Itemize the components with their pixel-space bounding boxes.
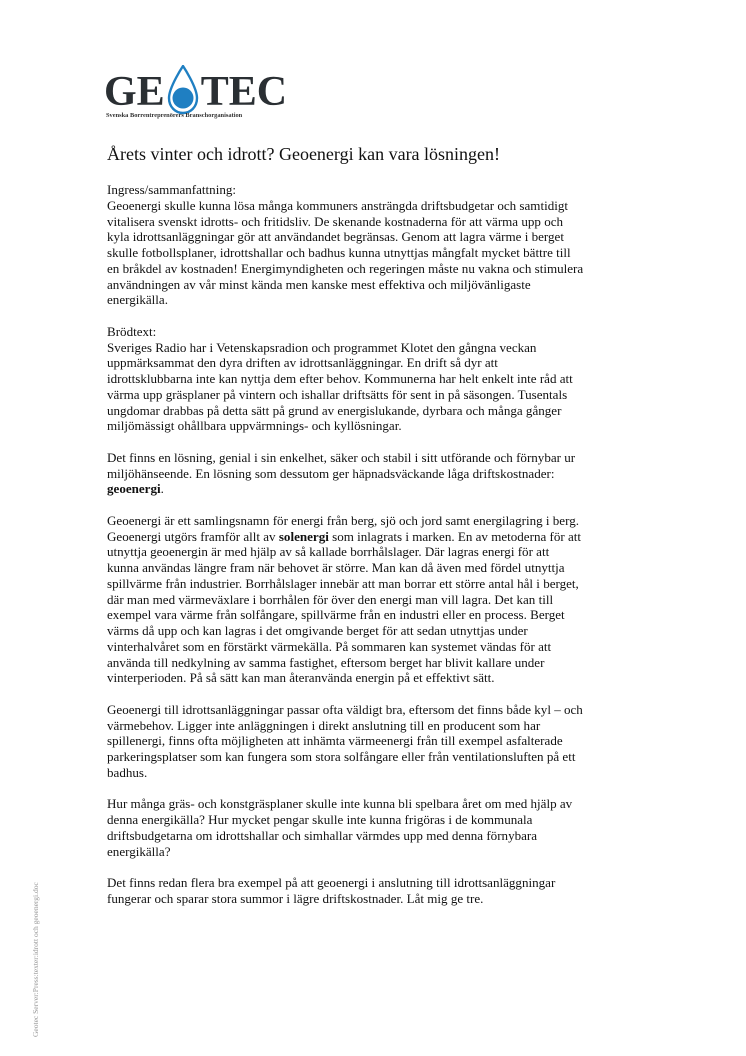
text-line: denna energikälla? Hur mycket pengar skulle inte kunna frigöras i de kommunala (107, 812, 533, 827)
text-line: parkeringsplatser som kan fungera som stora solfångare eller från ventilationsluften på ett (107, 749, 576, 764)
brodtext-label: Brödtext: (107, 323, 157, 339)
ingress-label: Ingress/sammanfattning: (107, 182, 236, 197)
ingress-section (107, 182, 667, 308)
text-line: uppmärksammat den dyra driften av idrottsanläggningar. En drift så dyr att (107, 355, 498, 371)
text-line: Geoenergi skulle kunna lösa många kommuners ansträngda driftsbudgetar och samtidigt (107, 197, 568, 213)
text-line: Sveriges Radio har i Vetenskapsradion och programmet Klotet den gångna veckan (107, 339, 537, 355)
text-line: spillvärme från industrier. Borrhålslager innebär att man borrar ett större antal hål i berget, (107, 575, 579, 591)
text-line (107, 529, 667, 545)
text-line: kunna användas längre fram när behovet är större. Man kan då även med fördel utnyttja (107, 560, 565, 575)
text-line: miljömässigt ohållbara uppvärmnings- och kyllösningar. (107, 418, 402, 434)
logo-text-right: TEC (200, 69, 288, 115)
bold-solenergi: solenergi (278, 528, 329, 544)
text-line: där man med värmeväxlare i borrhålen för över den energi man vill lagra. Det kan till (107, 591, 554, 607)
paragraph-solution (107, 450, 667, 497)
text-fragment: . (160, 481, 164, 497)
paragraph-examples (107, 875, 667, 907)
text-line: skulle fotbollsplaner, idrottshallar och badhus kunna utnyttjas mångfalt mycket bättre till (107, 245, 571, 260)
bold-geoenergi: geoenergi (107, 481, 161, 497)
text-line: Det finns en lösning, genial i sin enkelhet, säker och stabil i sitt utförande och förnybar ur (107, 449, 576, 465)
text-line: värmebehov. Ligger inte anläggningen i direkt anslutning till en producent som har (107, 717, 541, 733)
logo-wordmark (104, 67, 287, 113)
paragraph-idrottsanlaggningar (107, 702, 667, 781)
text-fragment: Geoenergi utgörs framför allt av (107, 528, 279, 544)
text-line: vitalisera svenskt idrotts- och fritidsliv. De skenande kostnaderna för att värma upp och (107, 213, 564, 229)
text-line: exempel vara värme från solfångare, spillvärme från en industri eller en process. Berget (107, 607, 565, 623)
text-line: Geoenergi till idrottsanläggningar passar ofta väldigt bra, eftersom det finns både kyl – och (107, 701, 583, 717)
text-line: energikälla. (107, 292, 168, 308)
text-line: spillenergi, finns ofta möjligheten att inhämta värmeenergi från till exempel asfalterade (107, 733, 563, 749)
text-line: användningen av vår minst kända men kanske mest effektiva och miljövänligaste (107, 276, 531, 292)
logo-text-left: GE (104, 69, 165, 115)
text-line: driftsbudgetarna om idrottshallar och simhallar värmdes upp med denna förnybara (107, 827, 538, 843)
file-path-note: Geotec Server:Press:texter:idrott och geoenergi.doc (31, 882, 40, 1037)
text-line (107, 481, 667, 497)
text-line: värms då upp och kan lagras i det omgivande berget för att sedan utnyttjas under (107, 623, 528, 638)
text-line: ungdomar drabbas på detta sätt på grund av energislukande, dyrbara och många gånger (107, 402, 562, 418)
geotec-logo (104, 50, 304, 128)
text-line: använda till nedkylning av samma fastighet, eftersom berget har blivit kallare under (107, 654, 545, 670)
logo-subtitle: Svenska Borrentreprenörers Branschorganisation (106, 112, 243, 119)
text-line: vinterhalvåret som en förstärkt värmekälla. På sommaren kan systemet vändas för att (107, 638, 552, 654)
text-line: badhus. (107, 764, 148, 780)
text-line: fungerar och sparar stora summor i lägre driftskostnader. Låt mig ge tre. (107, 890, 484, 906)
text-line: energikälla? (107, 843, 171, 859)
text-line: Det finns redan flera bra exempel på att geoenergi i anslutning till idrottsanläggningar (107, 875, 556, 890)
article-body (107, 182, 667, 922)
brodtext-section (107, 324, 667, 434)
text-line: en bråkdel av kostnaden! Energimyndigheten och regeringen måste nu vakna och stimulera (107, 260, 584, 276)
text-line: värma upp gräsplaner på vintern och ishallar driftsätts för sent in på säsongen. Tusentals (107, 386, 568, 402)
text-line: utnyttja geoenergin är med hjälp av så kallade borrhålslager. Där lagras energi för att (107, 544, 550, 560)
text-line: miljöhänseende. En lösning som dessutom ger häpnadsväckande låga driftskostnader: (107, 465, 555, 481)
text-line: kyla idrottsanläggningar gör att användandet begränsas. Genom att lagra värme i berget (107, 229, 564, 245)
paragraph-questions (107, 796, 667, 859)
text-line: idrottsklubbarna inte kan nyttja dem efter behov. Kommunerna har helt enkelt inte råd att (107, 371, 573, 386)
text-line: Hur många gräs- och konstgräsplaner skulle inte kunna bli spelbara året om med hjälp av (107, 796, 573, 812)
water-drop-icon (165, 65, 201, 115)
text-line: vinterperioden. På så sätt kan man återanvända energin på et effektivt sätt. (107, 670, 495, 686)
text-fragment: som inlagrats i marken. En av metoderna för att (328, 528, 582, 544)
text-line: Geoenergi är ett samlingsnamn för energi från berg, sjö och jord samt energilagring i berg. (107, 512, 579, 528)
page-title: Årets vinter och idrott? Geoenergi kan vara lösningen! (107, 144, 501, 164)
paragraph-geoenergi-definition (107, 513, 667, 686)
